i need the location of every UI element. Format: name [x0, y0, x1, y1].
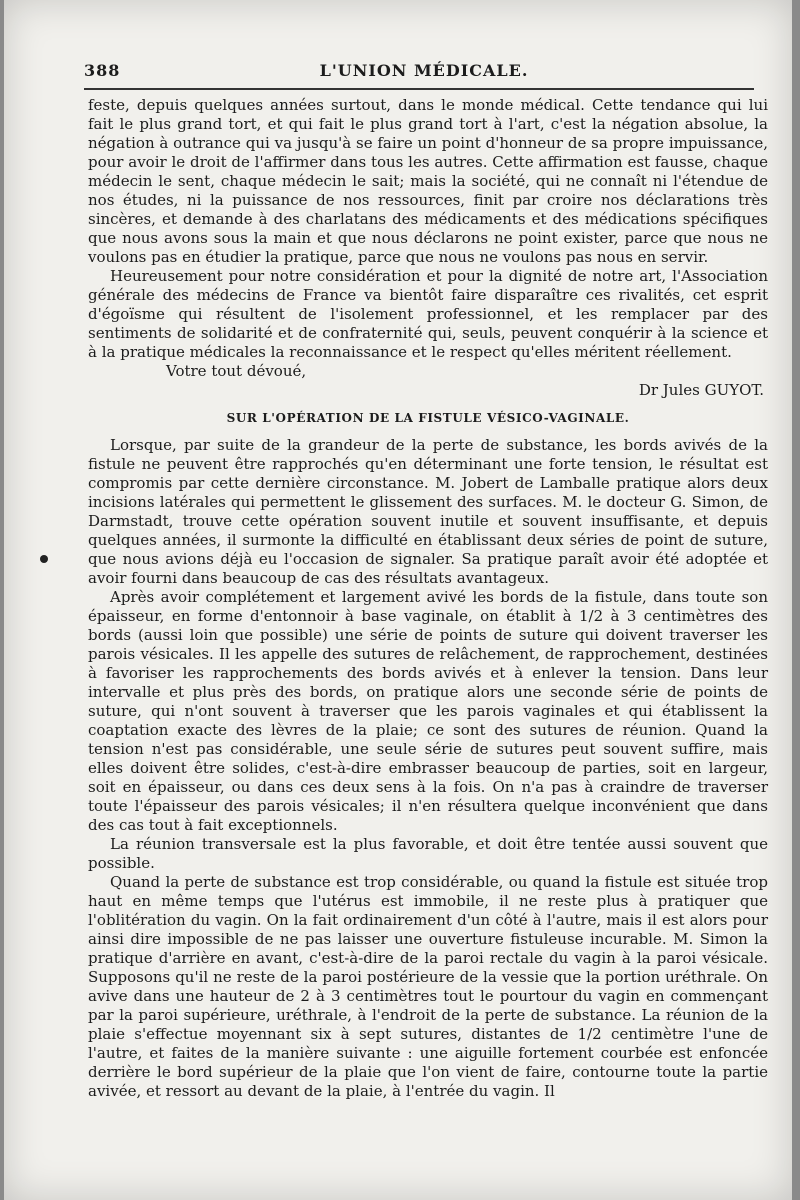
paragraph: feste, depuis quelques années surtout, dans le monde médical. Cette tendance qui lui fait le plus grand tort, et qui fait le plus grand tort à l'art, c'est la négation absolue, la négation à outrance qui va jusqu'à se faire un point d'honneur de sa propre impuissance, pour avoir le droit de l'affirmer dans tous les autres. Cette affirmation est fausse, chaque médecin le sent, chaque médecin le sait; mais la société, qui ne connaît ni l'étendue de nos études, ni la puissance de nos ressources, finit par croire nos déclarations très sincères, et demande à des charlatans des médicaments et des médications spécifiques que nous avons sous la main et que nous déclarons ne point exister, parce que nous ne voulons pas en étudier la pratique, parce que nous ne voulons pas nous en servir.	[88, 96, 768, 266]
running-title: L'UNION MÉDICALE.	[319, 61, 529, 80]
paragraph: Lorsque, par suite de la grandeur de la perte de substance, les bords avivés de la fistule ne peuvent être rapprochés qu'en déterminant une forte tension, le résultat est compromis par cette dernière circonstance. M. Jobert de Lamballe pratique alors deux incisions latérales qui permettent le glissement des surfaces. M. le docteur G. Simon, de Darmstadt, trouve cette opération souvent inutile et souvent insuffisante, et depuis quelques années, il surmonte la difficulté en établissant deux séries de point de suture, que nous avions déjà eu l'occasion de signaler. Sa pratique paraît avoir été adoptée et avoir fourni dans beaucoup de cas des résultats avantageux.	[88, 436, 768, 587]
page-header	[84, 55, 764, 85]
letter-closing	[88, 362, 768, 399]
paragraph: Heureusement pour notre considération et pour la dignité de notre art, l'Association générale des médecins de France va bientôt faire disparaître ces rivalités, cet esprit d'égoïsme qui résultent de l'isolement professionnel, et les remplacer par des sentiments de solidarité et de confraternité qui, seuls, peuvent conquérir à la science et à la pratique médicales la reconnaissance et le respect qu'elles méritent réellement.	[88, 267, 768, 361]
body-text	[88, 96, 768, 1101]
section-title: SUR L'OPÉRATION DE LA FISTULE VÉSICO-VAGINALE.	[226, 411, 630, 425]
header-rule	[84, 88, 754, 90]
paragraph: Quand la perte de substance est trop considérable, ou quand la fistule est située trop haut en même temps que l'utérus est immobile, il ne reste plus à pratiquer que l'oblitération du vagin. On la fait ordinairement d'un côté à l'autre, mais il est alors pour ainsi dire impossible de ne pas laisser une ouverture fistuleuse incurable. M. Simon la pratique d'arrière en avant, c'est-à-dire de la paroi rectale du vagin à la paroi vésicale. Supposons qu'il ne reste de la paroi postérieure de la vessie que la portion uréthrale. On avive dans une hauteur de 2 à 3 centimètres tout le pourtour du vagin en commençant par la paroi supérieure, uréthrale, à l'endroit de la perte de substance. La réunion de la plaie s'effectue moyennant six à sept sutures, distantes de 1/2 centimètre l'une de l'autre, et faites de la manière suivante : une aiguille fortement courbée est enfoncée derrière le bord supérieur de la plaie que l'on vient de faire, contourne toute la partie avivée, et ressort au devant de la plaie, à l'entrée du vagin. Il	[88, 873, 768, 1100]
paragraph: Après avoir complétement et largement avivé les bords de la fistule, dans toute son épaisseur, en forme d'entonnoir à base vaginale, on établit à 1/2 à 3 centimètres des bords (aussi loin que possible) une série de points de suture qui doivent traverser les parois vésicales. Il les appelle des sutures de relâchement, de rapprochement, destinées à favoriser les rapprochements des bords avivés et à enlever la tension. Dans leur intervalle et plus près des bords, on pratique alors une seconde série de points de suture, qui n'ont souvent à traverser que les parois vaginales et qui établissent la coaptation exacte des lèvres de la plaie; ce sont des sutures de réunion. Quand la tension n'est pas considérable, une seule série de sutures peut souvent suffire, mais elles doivent être solides, c'est-à-dire embrasser beaucoup de parties, soit en largeur, soit en épaisseur, ou dans ces deux sens à la fois. On n'a pas à craindre de traverser toute l'épaisseur des parois vésicales; il n'en résultera quelque inconvénient que dans des cas tout à fait exceptionnels.	[88, 588, 768, 834]
margin-dot	[40, 555, 48, 563]
signature: Dr Jules GUYOT.	[638, 381, 764, 399]
closing-text: Votre tout dévoué,	[166, 362, 307, 380]
book-page	[4, 0, 792, 1200]
page-number: 388	[84, 61, 121, 80]
paragraph: La réunion transversale est la plus favorable, et doit être tentée aussi souvent que possible.	[88, 835, 768, 872]
